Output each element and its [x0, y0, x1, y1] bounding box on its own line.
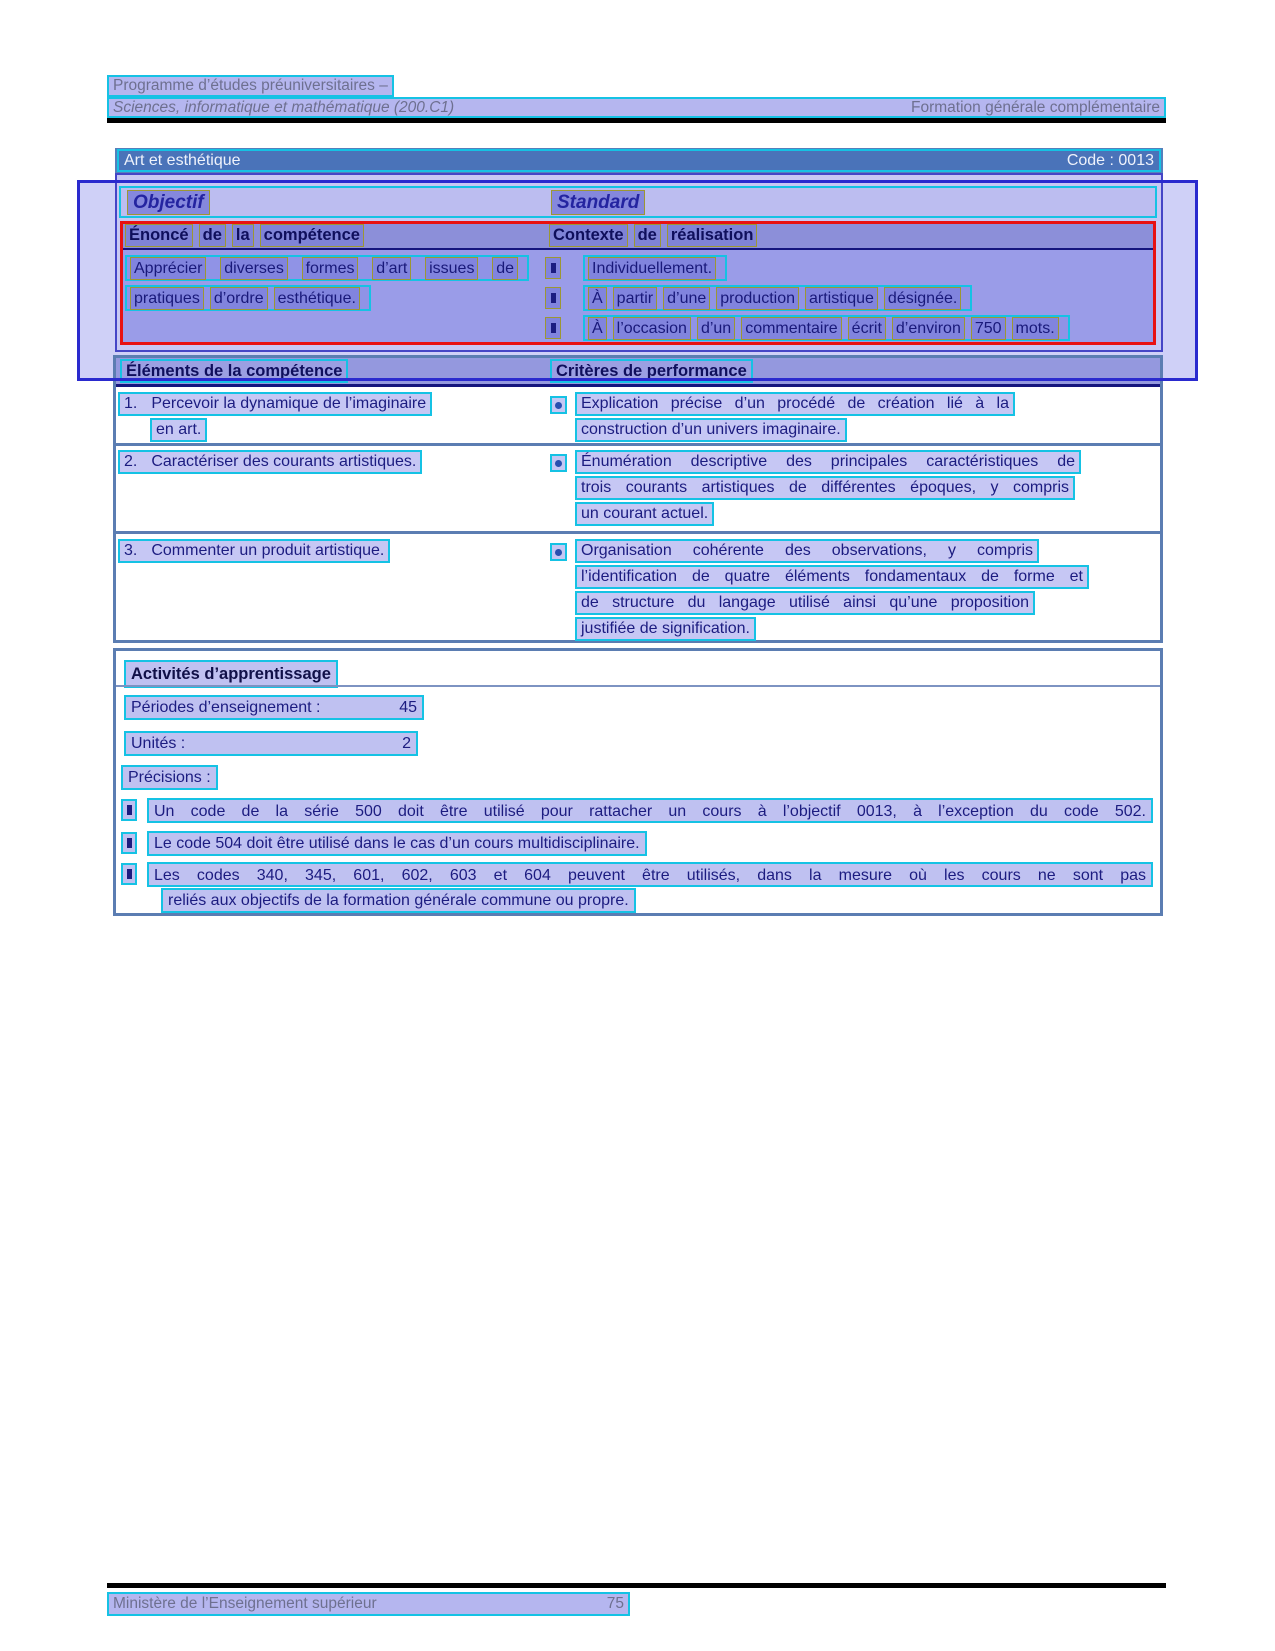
word-box: 750 [971, 317, 1006, 340]
element-number: 1. [124, 395, 138, 412]
critere-text-line: construction d’un univers imaginaire. [575, 418, 847, 442]
header-rule [107, 118, 1166, 123]
word-box: compétence [260, 224, 364, 247]
critere-text-line: de structure du langage utilisé ainsi qu’une proposition [575, 591, 1035, 615]
word-box: d’art [372, 257, 411, 280]
word-box: production [716, 287, 799, 310]
word-box: réalisation [667, 224, 758, 247]
footer-line [107, 1592, 630, 1616]
critere-text-line: l’identification de quatre éléments fondamentaux de forme et [575, 565, 1089, 589]
precision-bullet-text: Le code 504 doit être utilisé dans le cas d’un cours multidisciplinaire. [147, 831, 647, 856]
element-text: Commenter un produit artistique. [151, 542, 385, 559]
header-section-label: Formation générale complémentaire [911, 98, 1160, 116]
word-box: Apprécier [130, 257, 206, 280]
critere-text-line: Énumération descriptive des principales caractéristiques de [575, 450, 1081, 474]
word-box: d’un [697, 317, 735, 340]
footer-page-number: 75 [606, 1595, 624, 1612]
word-box: formes [302, 257, 359, 280]
bullet-icon [555, 460, 562, 467]
element-number: 3. [124, 542, 138, 559]
critere-text-line: un courant actuel. [575, 502, 714, 526]
unites-value: 2 [402, 734, 411, 752]
activites-title: Activités d’apprentissage [124, 660, 338, 688]
standard-header: Standard [551, 190, 645, 215]
bullet-icon [127, 805, 132, 815]
word-box: écrit [848, 317, 886, 340]
contexte-bullet-row [545, 315, 1070, 341]
word-box: diverses [220, 257, 288, 280]
bullet-icon [551, 293, 556, 303]
word-box: partir [613, 287, 657, 310]
element-text: Percevoir la dynamique de l’imaginaire [151, 395, 427, 412]
objectif-standard-panel [115, 173, 1163, 352]
contexte-bullet-text [583, 255, 727, 281]
bullet-icon [555, 549, 562, 556]
elements-header: Éléments de la compétence [120, 359, 348, 383]
objectif-standard-header-line [119, 186, 1157, 218]
precision-bullet-text: Les codes 340, 345, 601, 602, 603 et 604 peuvent être utilisés, dans la mesure où les cours ne sont pas [147, 862, 1153, 887]
unites-line [124, 731, 418, 756]
bullet-box [550, 396, 567, 414]
bullet-box [121, 863, 137, 885]
course-title-bar [115, 148, 1163, 173]
word-box: Individuellement. [588, 257, 716, 280]
word-box: l’occasion [613, 317, 691, 340]
objectif-header: Objectif [127, 190, 210, 215]
contexte-bullet-text [583, 285, 972, 311]
word-box: d’environ [892, 317, 965, 340]
bullet-box [545, 257, 561, 279]
element-item-line [118, 392, 432, 416]
critere-text-line: trois courants artistiques de différentes époques, y compris [575, 476, 1075, 500]
contexte-bullet-row [545, 285, 972, 311]
critere-text-line: justifiée de signification. [575, 617, 756, 641]
bullet-box [545, 287, 561, 309]
element-item-line [118, 450, 422, 474]
bullet-icon [127, 869, 132, 879]
elements-criteres-table [113, 355, 1163, 643]
element-number: 2. [124, 453, 138, 470]
word-box: de [199, 224, 226, 247]
bullet-box [121, 832, 137, 854]
contexte-bullet-row [545, 255, 727, 281]
precision-bullet-text: reliés aux objectifs de la formation générale commune ou propre. [161, 888, 636, 913]
word-box: À [588, 287, 607, 310]
enonce-contexte-header-band [123, 224, 1153, 250]
word-box: Contexte [549, 224, 628, 247]
periodes-value: 45 [399, 698, 417, 716]
header-subtitle-line [107, 97, 1166, 118]
precision-bullet-text: Un code de la série 500 doit être utilisé pour rattacher un cours à l’objectif 0013, à l’exception du code 502. [147, 798, 1153, 823]
course-title: Art et esthétique [124, 151, 241, 169]
enonce-header-words [125, 224, 370, 247]
word-box: la [232, 224, 254, 247]
contexte-bullet-text [583, 315, 1070, 341]
contexte-header-words [549, 224, 763, 247]
header-program-text: Programme d’études préuniversitaires – [113, 77, 388, 94]
activites-box [113, 648, 1163, 916]
bullet-icon [555, 402, 562, 409]
header-program-line [107, 75, 394, 97]
footer-ministry: Ministère de l’Enseignement supérieur [113, 1595, 377, 1612]
word-box: de [492, 257, 518, 280]
bullet-box [550, 454, 567, 472]
enonce-text-line [125, 285, 371, 311]
element-item-line: en art. [150, 418, 207, 442]
word-box: À [588, 317, 607, 340]
word-box: commentaire [741, 317, 841, 340]
activites-divider [116, 685, 1160, 687]
word-box: artistique [805, 287, 878, 310]
row-separator [116, 531, 1160, 534]
unites-label: Unités : [131, 734, 186, 752]
word-box: désignée. [884, 287, 961, 310]
critere-text-line: Explication précise d’un procédé de création lié à la [575, 392, 1015, 416]
row-separator [116, 443, 1160, 446]
word-box: esthétique. [274, 287, 360, 310]
element-item-line [118, 539, 390, 563]
bullet-box [121, 799, 137, 821]
element-text: Caractériser des courants artistiques. [151, 453, 417, 470]
bullet-box [550, 543, 567, 561]
word-box: de [634, 224, 661, 247]
word-box: Énoncé [125, 224, 193, 247]
bullet-icon [551, 323, 556, 333]
word-box: d’ordre [210, 287, 268, 310]
bullet-box [545, 317, 561, 339]
bullet-icon [551, 263, 556, 273]
periodes-line [124, 695, 424, 720]
periodes-label: Périodes d’enseignement : [131, 698, 321, 716]
bullet-icon [127, 838, 132, 848]
precisions-label: Précisions : [121, 765, 218, 790]
course-title-line [117, 149, 1161, 172]
enonce-text-line [125, 255, 529, 281]
header-program-name: Sciences, informatique et mathématique (200.C1) [113, 98, 455, 116]
course-code: Code : 0013 [1066, 151, 1154, 169]
word-box: d’une [663, 287, 710, 310]
enonce-contexte-table [120, 221, 1156, 345]
criteres-header: Critères de performance [550, 359, 753, 383]
footer-rule [107, 1583, 1166, 1588]
word-box: issues [425, 257, 478, 280]
word-box: pratiques [130, 287, 204, 310]
word-box: mots. [1012, 317, 1059, 340]
critere-text-line: Organisation cohérente des observations, y compris [575, 539, 1039, 563]
